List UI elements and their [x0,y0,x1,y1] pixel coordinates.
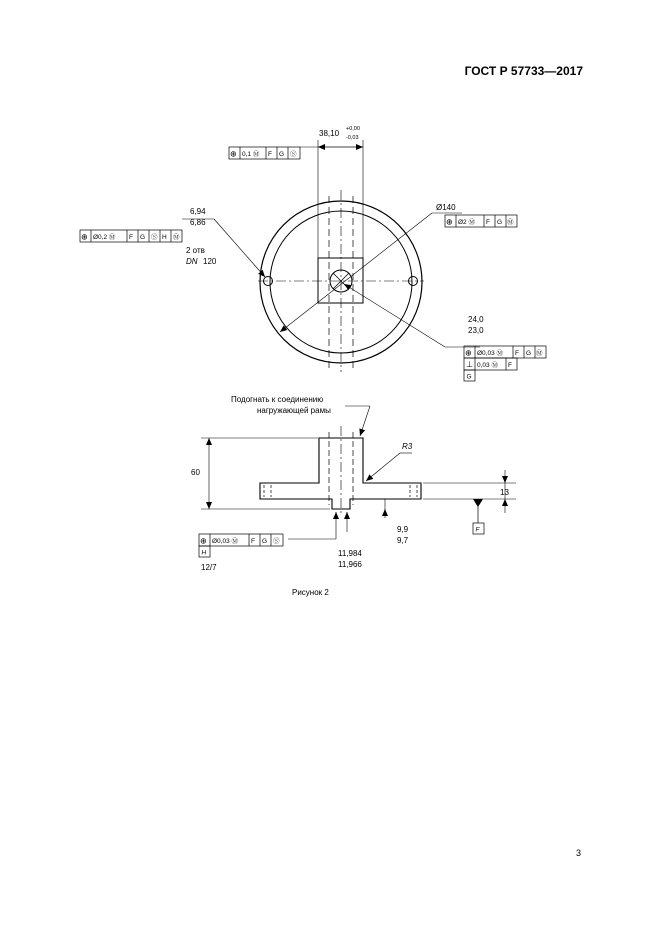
standard-header: ГОСТ Р 57733—2017 [464,64,583,78]
page-number: 3 [576,848,582,858]
fcf-center-symbol: ⊕ [465,348,472,358]
datum-f-triangle [473,499,483,507]
fcf-holes-symbol: ⊕ [81,232,88,242]
fcf-bottom-symbol: ⊕ [200,536,207,546]
fcf-center-perpendicularity [464,358,517,370]
figure-caption: Рисунок 2 [292,588,329,597]
datum-g-label: G [466,373,472,381]
height-label: 60 [191,468,200,477]
fcf-center-position [464,346,546,358]
fcf-perp-datum-f: F [508,362,512,369]
fcf-holes-tol: Ø0,2 Ⓜ [93,234,116,241]
fcf-center-mod: Ⓜ [536,350,543,357]
fcf-holes-mod-s: Ⓢ [151,234,158,241]
datum-h-label: H [201,549,207,557]
dim-width-value: 38,10 [319,129,340,138]
center-dim-upper: 24,0 [468,315,484,324]
fcf-top-symbol: ⊕ [230,149,237,159]
side-view [201,406,516,539]
fcf-bottom [199,534,283,546]
diameter-label: Ø140 [436,203,456,212]
fcf-bottom-datum-f: F [251,538,255,545]
fcf-bottom-tol: Ø0,03 Ⓜ [212,538,239,545]
datum-g-box [464,370,475,381]
fcf-top-datum-f: F [268,151,272,158]
note-line-1: Подогнать к соединению [231,395,324,404]
datum-h-box [199,546,210,557]
fcf-bottom-datum-g: G [262,538,268,545]
fcf-holes-mod-m: Ⓜ [173,234,180,241]
dim-width-upper: +0,00 [346,126,360,132]
radius-label: R3 [402,442,413,451]
fcf-diameter-datum-g: G [497,219,503,226]
hole-dn-value: 120 [203,257,217,266]
fcf-top [229,147,300,159]
fcf-perp-tol: 0,03 Ⓜ [477,362,498,369]
fcf-diameter-datum-f: F [486,219,490,226]
fcf-top-datum-g: G [279,151,285,158]
center-dim-lower: 23,0 [468,326,484,335]
part-outline [260,438,421,509]
fcf-diameter-symbol: ⊕ [446,217,453,227]
datum-f-box [473,523,484,534]
fcf-top-tol: 0,1 Ⓜ [242,151,260,158]
hole-count: 2 отв [186,246,205,255]
fcf-center-datum-g: G [526,350,532,357]
fcf-holes-datum-g: G [140,234,146,241]
fcf-diameter [445,215,517,227]
dim-width-lower: -0,03 [346,135,359,141]
fcf-holes-datum-f: F [129,234,133,241]
fit-label: 12/7 [201,563,217,572]
note-line-2: нагружающей рамы [257,406,331,415]
top-view [182,140,480,372]
fcf-diameter-tol: Ø2 Ⓜ [458,219,475,226]
datum-f-label: F [475,526,480,534]
fcf-center-tol: Ø0,03 Ⓜ [477,350,504,357]
fcf-diameter-mod: Ⓜ [507,219,514,226]
shaft-dim-upper: 9,9 [397,525,409,534]
hole-dn-label: DN [186,257,198,266]
fcf-perp-symbol: ⊥ [466,360,473,369]
fcf-center-datum-f: F [515,350,519,357]
fcf-holes [80,230,182,242]
bore-dim-upper: 11,984 [338,549,362,558]
fcf-holes-datum-h: H [162,234,167,241]
hole-dim-lower: 6,86 [190,218,206,227]
fcf-top-mod: Ⓢ [290,151,297,158]
bore-dim-lower: 11,966 [338,560,362,569]
fcf-bottom-mod: Ⓢ [273,538,280,545]
flange-thickness-label: 13 [500,488,509,497]
hole-dim-upper: 6,94 [190,207,206,216]
shaft-dim-lower: 9,7 [397,536,409,545]
